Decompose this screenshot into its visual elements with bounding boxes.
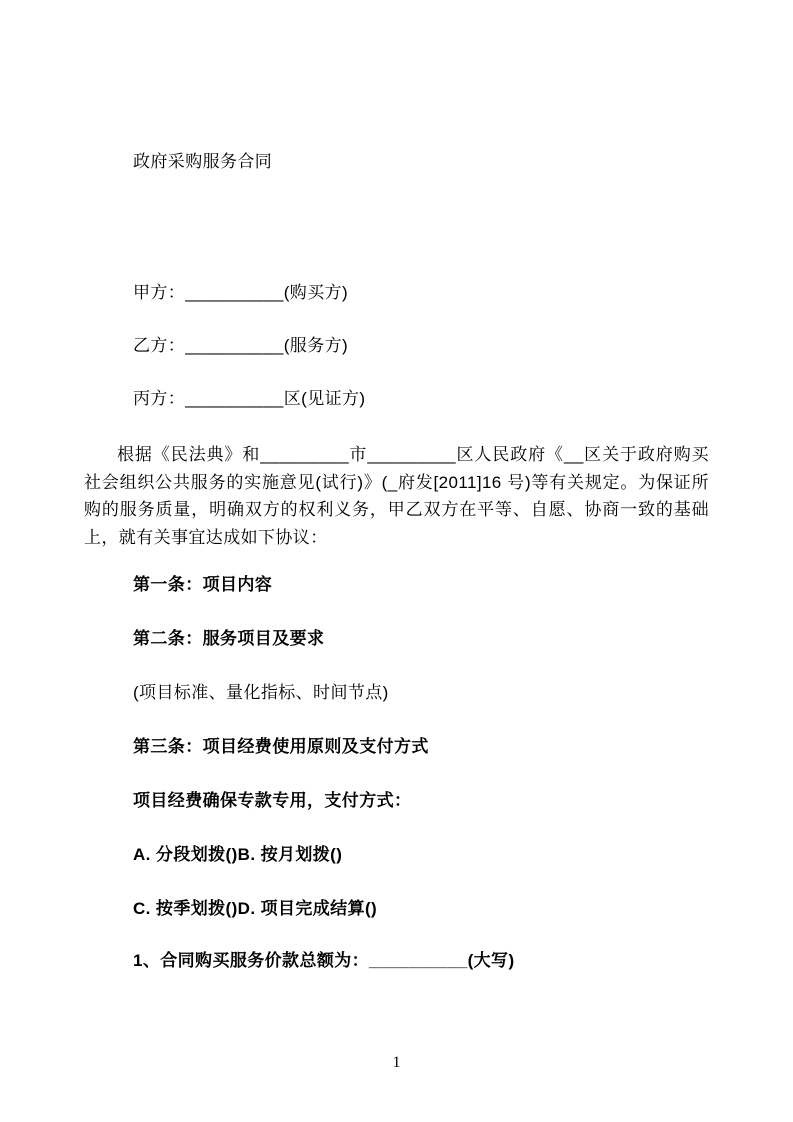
- article-3-heading: 第三条：项目经费使用原则及支付方式: [133, 737, 429, 756]
- party-b-line: 乙方：__________(服务方): [133, 336, 349, 355]
- article-2-heading: 第二条：服务项目及要求: [133, 629, 325, 648]
- payment-intro-line: 项目经费确保专款专用，支付方式：: [133, 791, 412, 810]
- preamble-paragraph: 根据《民法典》和_________市_________区人民政府《__区关于政府购买社会组织公共服务的实施意见(试行)》(_府发[2011]16 号)等有关规定。为保证所购的服务质量，明确双方的权利义务，甲乙双方在平等、自愿、协商一致的基础上，就有关事宜达成如下协议：: [84, 445, 709, 547]
- party-c-line: 丙方：__________区(见证方): [133, 389, 366, 408]
- payment-option-cd-line: C. 按季划拨()D. 项目完成结算(): [133, 899, 378, 918]
- article-2-note: (项目标准、量化指标、时间节点): [133, 683, 389, 702]
- document-title: 政府采购服务合同: [133, 152, 273, 171]
- page-number: 1: [392, 1054, 401, 1071]
- party-a-line: 甲方：__________(购买方): [133, 283, 349, 302]
- clause-1-line: 1、合同购买服务价款总额为：__________(大写): [133, 951, 515, 970]
- payment-option-ab-line: A. 分段划拨()B. 按月划拨(): [133, 845, 343, 864]
- article-1-heading: 第一条：项目内容: [133, 575, 273, 594]
